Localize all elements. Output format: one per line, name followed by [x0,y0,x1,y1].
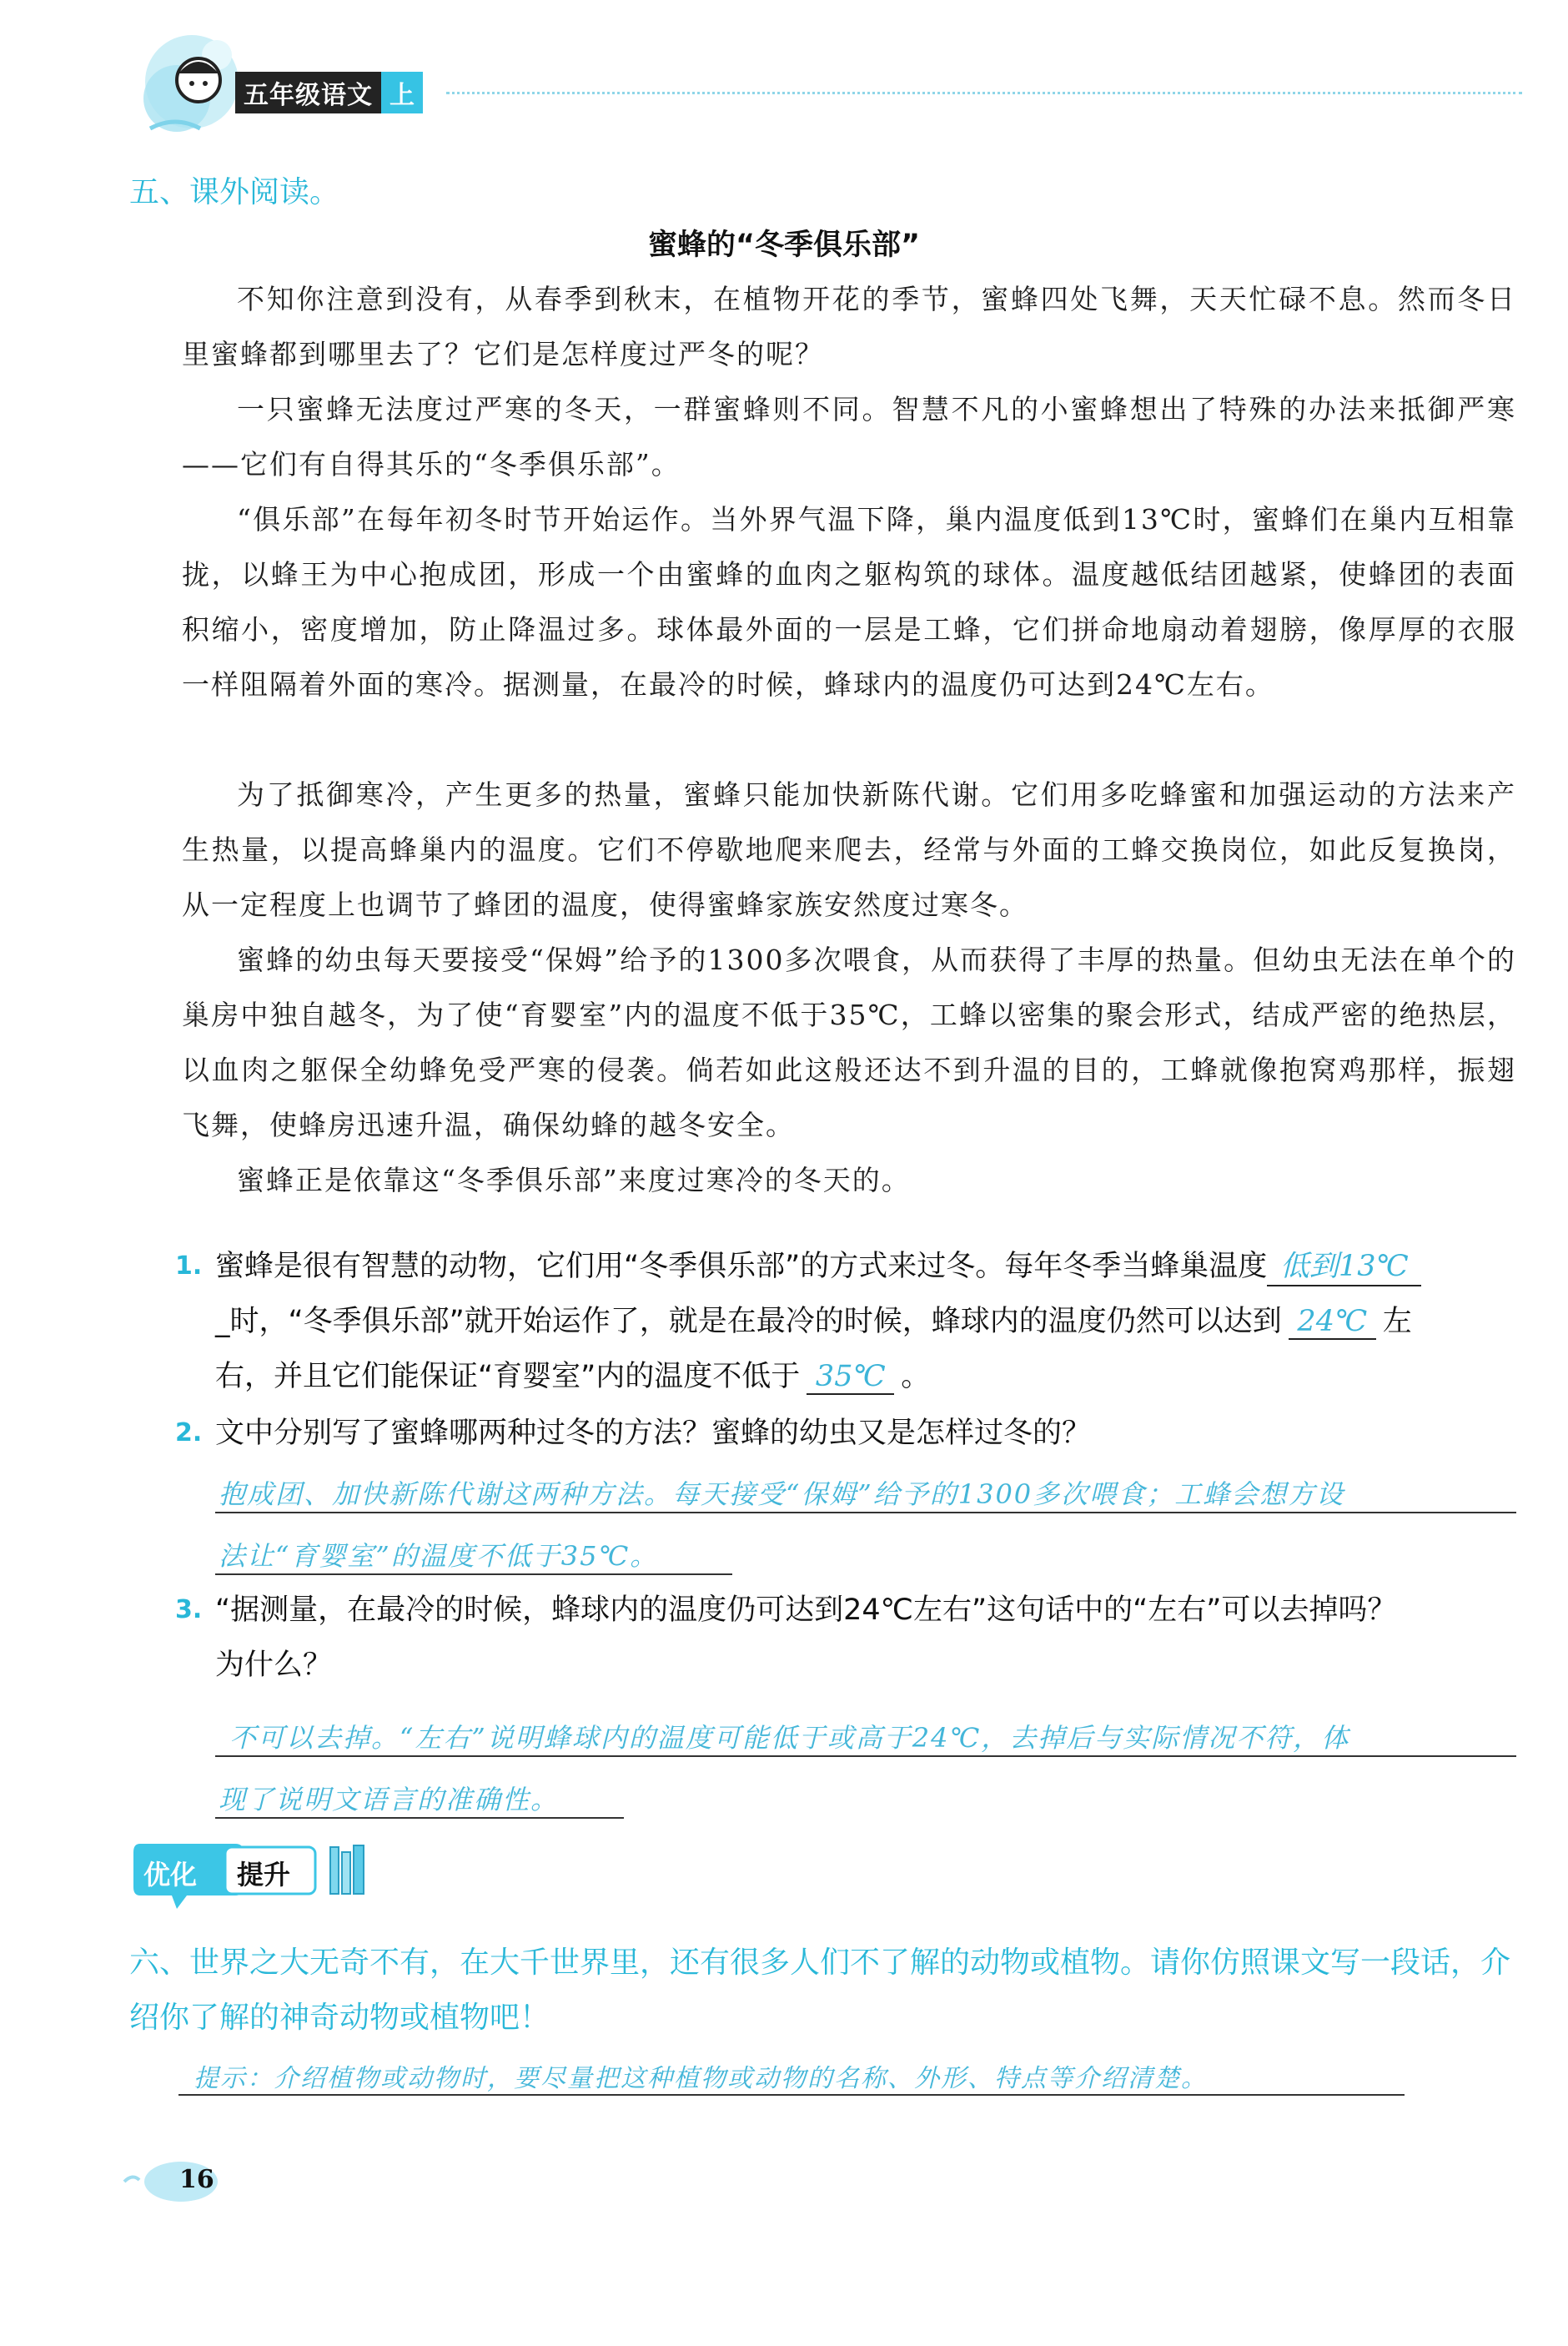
answer-line[interactable] [215,1573,732,1575]
answer-blank[interactable]: 低到13℃ [1267,1243,1421,1286]
mascot-logo-icon [125,22,250,138]
article-paragraph: 蜜蜂的幼虫每天要接受“保姆”给予的1300多次喂食，从而获得了丰厚的热量。但幼虫无法在单个的巢房中独自越冬，为了使“育婴室”内的温度不低于35℃，工蜂以密集的聚会形式，结成严密的绝热层，以血肉之躯保全幼蜂免受严寒的侵袭。倘若如此这般还达不到升温的目的，工蜂就像抱窝鸡那样，振翅飞舞，使蜂房迅速升温，确保幼蜂的越冬安全。 [182,944,1516,1141]
book-tag [235,72,423,113]
question-text: _时，“冬季俱乐部”就开始运作了，就是在最冷的时候，蜂球内的温度仍然可以达到 [215,1305,1282,1338]
section6-prompt: 六、世界之大无奇不有，在大千世界里，还有很多人们不了解的动物或植物。请你仿照课文写一段话，介绍你了解的神奇动物或植物吧！ [129,1946,1511,2035]
question-text: “据测量，在最冷的时候，蜂球内的温度仍可达到24℃左右”这句话中的“左右”可以去掉吗？ [215,1593,1397,1627]
question-text: 。 [901,1360,931,1393]
question-1-line-2 [215,1298,1412,1340]
question-text: 右，并且它们能保证“育婴室”内的温度不低于 [215,1360,801,1393]
question-text: 蜜蜂是很有智慧的动物，它们用“冬季俱乐部”的方式来过冬。每年冬季当蜂巢温度 [215,1250,1268,1283]
question-text: 左 [1382,1305,1412,1338]
badge-label-left: 优化 [143,1859,198,1890]
question-text: 为什么？ [215,1649,333,1682]
article-paragraph: “俱乐部”在每年初冬时节开始运作。当外界气温下降，巢内温度低到13℃时，蜜蜂们在巢内互相靠拢，以蜂王为中心抱成团，形成一个由蜜蜂的血肉之躯构筑的球体。温度越低结团越紧，使蜂团的表面积缩小，密度增加，防止降温过多。球体最外面的一层是工蜂，它们拼命地扇动着翅膀，像厚厚的衣服一样阻隔着外面的寒冷。据测量，在最冷的时候，蜂球内的温度仍可达到24℃左右。 [182,503,1516,701]
answer-line[interactable] [178,2094,1405,2096]
question-text: 文中分别写了蜜蜂哪两种过冬的方法？蜜蜂的幼虫又是怎样过冬的？ [215,1417,1092,1450]
article-paragraph: 蜜蜂正是依靠这“冬季俱乐部”来度过寒冷的冬天的。 [237,1164,911,1196]
article-paragraph: 为了抵御寒冷，产生更多的热量，蜜蜂只能加快新陈代谢。它们用多吃蜂蜜和加强运动的方法来产生热量，以提高蜂巢内的温度。它们不停歇地爬来爬去，经常与外面的工蜂交换岗位，如此反复换岗，从一定程度上也调节了蜂团的温度，使得蜜蜂家族安然度过寒冬。 [182,778,1516,921]
volume-label: 上 [381,72,423,113]
section5-heading: 五、课外阅读。 [129,175,340,209]
page-number: 16 [179,2165,214,2194]
question-number: 1. [175,1251,203,1281]
optimize-badge [133,1837,384,1912]
answer-blank[interactable]: 24℃ [1289,1305,1376,1340]
answer-blank[interactable]: 35℃ [807,1360,894,1395]
question-1-line-1 [215,1243,1421,1286]
answer-text: 抱成团、加快新陈代谢这两种方法。每天接受“保姆”给予的1300多次喂食；工蜂会想方设 [219,1478,1345,1510]
answer-text: 现了说明文语言的准确性。 [219,1784,560,1815]
article-paragraph: 一只蜜蜂无法度过严寒的冬天，一群蜜蜂则不同。智慧不凡的小蜜蜂想出了特殊的办法来抵御严寒——它们有自得其乐的“冬季俱乐部”。 [182,393,1516,481]
question-number: 3. [175,1595,203,1624]
answer-text: 法让“育婴室”的温度不低于35℃。 [219,1540,659,1572]
article-title: 蜜蜂的“冬季俱乐部” [647,229,920,262]
badge-label-right: 提升 [237,1859,291,1890]
article-paragraph: 不知你注意到没有，从春季到秋末，在植物开花的季节，蜜蜂四处飞舞，天天忙碌不息。然而冬日里蜜蜂都到哪里去了？它们是怎样度过严冬的呢？ [182,283,1516,370]
grade-label: 五年级语文 [235,72,381,113]
section6-hint: 提示：介绍植物或动物时，要尽量把这种植物或动物的名称、外形、特点等介绍清楚。 [193,2064,1208,2093]
answer-line[interactable] [215,1512,1516,1513]
answer-text: 不可以去掉。“左右”说明蜂球内的温度可能低于或高于24℃，去掉后与实际情况不符，体 [229,1722,1350,1754]
question-1-line-3 [215,1353,930,1395]
header-divider [446,92,1522,94]
answer-line[interactable] [215,1817,624,1819]
question-number: 2. [175,1418,203,1447]
answer-line[interactable] [215,1755,1516,1757]
page-number-badge [121,2157,229,2207]
